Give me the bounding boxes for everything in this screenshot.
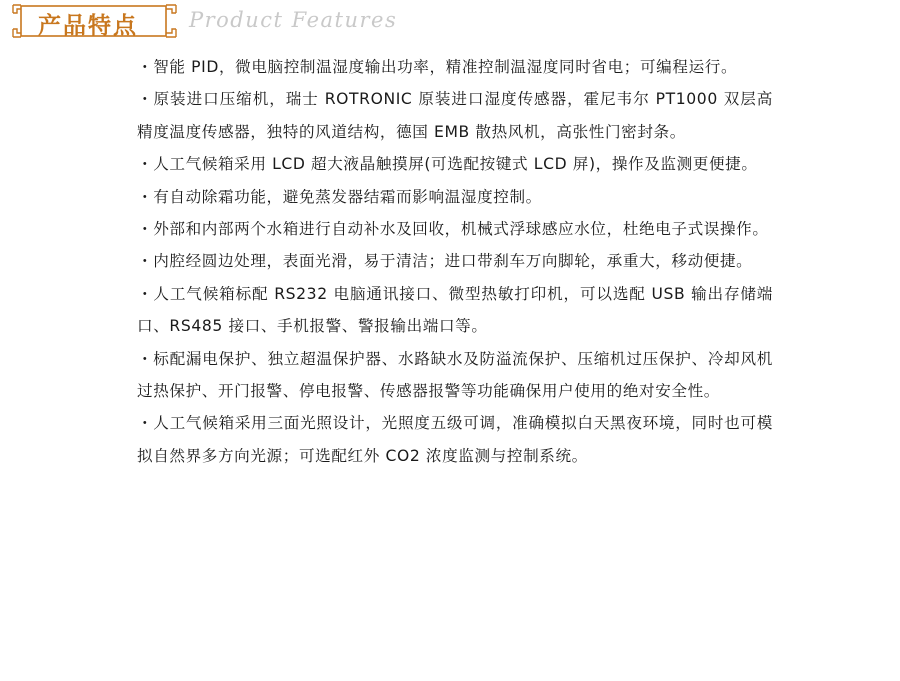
feature-item: ・标配漏电保护、独立超温保护器、水路缺水及防溢流保护、压缩机过压保护、冷却风机过热保护、开门报警、停电报警、传感器报警等功能确保用户使用的绝对安全性。 bbox=[137, 349, 773, 401]
feature-item: ・人工气候箱标配 RS232 电脑通讯接口、微型热敏打印机，可以选配 USB 输出存储端口、RS485 接口、手机报警、警报输出端口等。 bbox=[137, 284, 773, 336]
feature-item: ・外部和内部两个水箱进行自动补水及回收，机械式浮球感应水位，杜绝电子式误操作。 bbox=[137, 220, 769, 239]
section-subtitle: Product Features bbox=[189, 8, 398, 32]
feature-item: ・有自动除霜功能，避免蒸发器结霜而影响温湿度控制。 bbox=[137, 187, 542, 206]
section-title: 产品特点 bbox=[38, 13, 138, 39]
feature-item: ・人工气候箱采用 LCD 超大液晶触摸屏(可选配按键式 LCD 屏)，操作及监测更便捷。 bbox=[137, 155, 758, 174]
feature-item: ・原装进口压缩机，瑞士 ROTRONIC 原装进口湿度传感器，霍尼韦尔 PT1000 双层高精度温度传感器，独特的风道结构，德国 EMB 散热风机，高张性门密封条。 bbox=[137, 90, 773, 141]
feature-item: ・内腔经圆边处理，表面光滑，易于清洁；进口带刹车万向脚轮，承重大，移动便捷。 bbox=[137, 252, 753, 271]
feature-item: ・智能 PID，微电脑控制温湿度输出功率，精准控制温湿度同时省电；可编程运行。 bbox=[137, 58, 738, 76]
section-header bbox=[12, 4, 892, 38]
feature-list bbox=[137, 51, 773, 472]
feature-item: ・人工气候箱采用三面光照设计，光照度五级可调，准确模拟白天黑夜环境，同时也可模拟自然界多方向光源；可选配红外 CO2 浓度监测与控制系统。 bbox=[137, 414, 773, 465]
